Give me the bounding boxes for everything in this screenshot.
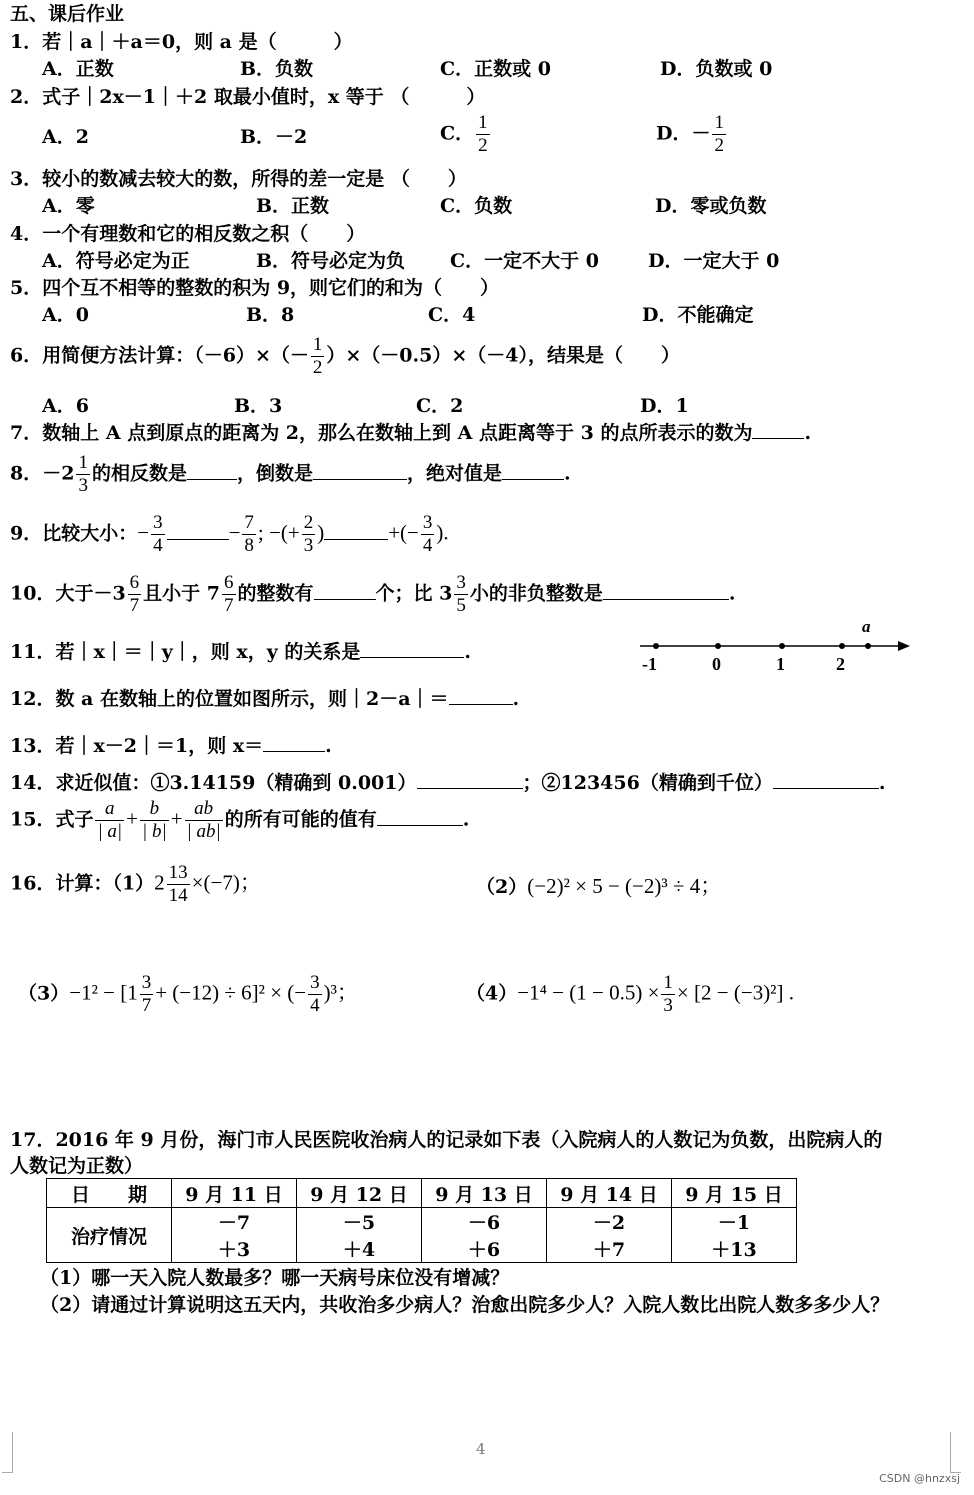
q2-option-d [656, 112, 728, 157]
q4-option-a: A．符号必定为正 [42, 250, 190, 272]
denominator: 7 [224, 595, 234, 616]
q1-option-b: B．负数 [240, 58, 314, 80]
question-8: 8．－2 $\frac{1}{3}$ 的相反数是 ，倒数是 ，绝对值是 . [10, 452, 571, 496]
discharged-value: ＋4 [342, 1239, 376, 1261]
denominator: 4 [153, 535, 163, 556]
fraction [185, 798, 223, 843]
q16-p2-label: （2） [476, 876, 528, 898]
page-number: 4 [476, 1440, 486, 1458]
q3-option-a: A．零 [42, 195, 95, 217]
q16-label: 16．计算：（1） [10, 872, 155, 895]
q12-text: 12．数 a 在数轴上的位置如图所示，则｜2－a｜＝ [10, 688, 449, 710]
q8-text-d: ，绝对值是 [406, 462, 502, 485]
fraction [222, 572, 236, 617]
table-header: 日 期 [47, 1179, 172, 1208]
question-16-part-4 [466, 972, 794, 1017]
q6-stem-b: ）×（－0.5）×（－4），结果是（ ） [326, 344, 680, 367]
q8-whole: 8．－2 [10, 462, 75, 485]
fraction [421, 512, 435, 557]
answer-blank[interactable] [167, 521, 229, 540]
question-4: 4．一个有理数和它的相反数之积（ ） [10, 223, 366, 245]
q13-text: 13．若｜x－2｜＝1，则 x＝ [10, 735, 264, 757]
q5-option-a: A．0 [42, 304, 89, 326]
numerator: 7 [244, 512, 254, 533]
q6-option-a: A．6 [42, 395, 89, 417]
question-15: 15．式子 $\frac{a}{| a|}$ + $\frac{b}{| b|}$ + $\frac{ab}{| ab|}$ 的所有可能的值有 . [10, 798, 470, 842]
fraction [242, 512, 256, 557]
denominator: 2 [714, 135, 724, 156]
numerator: 2 [303, 512, 314, 533]
numerator: 13 [168, 862, 188, 883]
question-17-stem-1: 17．2016 年 9 月份，海门市人民医院收治病人的记录如下表（入院病人的人数记为负数，出院病人的 [10, 1129, 883, 1151]
q7-text: 7．数轴上 A 点到原点的距离为 2，那么在数轴上到 A 点距离等于 3 的点所表示的数为 [10, 422, 753, 444]
table-header: 9 月 14 日 [547, 1179, 672, 1208]
q10-text-e: 小的非负整数是 [469, 582, 603, 605]
question-9: 9．比较大小：− $\frac{3}{4}$ − $\frac{7}{8}$ ; −(+ $\frac{2}{3}$ ) +(− $\frac{3}{4}$ ). [10, 512, 449, 556]
q16-p3-label: （3） [18, 982, 70, 1005]
q3-option-b: B．正数 [256, 195, 330, 217]
fraction [661, 972, 675, 1017]
q2-option-b: B．－2 [240, 126, 308, 148]
numerator: a [95, 798, 124, 821]
q10-text-d: 个；比 3 [375, 582, 453, 605]
q4-option-b: B．符号必定为负 [256, 250, 406, 272]
question-6 [10, 334, 680, 379]
admitted-value: －5 [342, 1212, 376, 1234]
tick-point [715, 643, 721, 649]
admitted-value: －2 [592, 1212, 626, 1234]
answer-blank[interactable] [263, 733, 325, 752]
discharged-value: ＋7 [592, 1239, 626, 1261]
question-13: 13．若｜x－2｜＝1，则 x＝ . [10, 735, 332, 757]
q5-option-c: C．4 [428, 304, 476, 326]
numerator: 1 [78, 452, 88, 473]
question-7: 7．数轴上 A 点到原点的距离为 2，那么在数轴上到 A 点距离等于 3 的点所表示的数为 . [10, 422, 812, 444]
question-16-part-3 [18, 972, 358, 1017]
numerator: 3 [422, 512, 433, 533]
numerator: b [140, 798, 169, 821]
table-cell [422, 1208, 547, 1263]
question-1: 1．若｜a｜＋a＝0，则 a 是（ ） [10, 31, 353, 53]
table-row [47, 1208, 797, 1263]
answer-blank[interactable] [360, 639, 464, 658]
row-label: 治疗情况 [47, 1208, 172, 1263]
q2-option-c-label: C． [440, 122, 475, 145]
q16-p1-whole: 2 [154, 870, 165, 895]
numerator: 3 [141, 972, 152, 993]
answer-blank[interactable] [314, 581, 376, 600]
table-cell [672, 1208, 797, 1263]
answer-blank[interactable] [187, 461, 237, 480]
tick-label: 1 [776, 654, 785, 674]
q2-option-a: A．2 [42, 126, 89, 148]
denominator: 7 [129, 595, 140, 616]
numerator: 3 [310, 972, 320, 993]
numerator: 1 [478, 112, 488, 133]
denominator: 14 [168, 885, 188, 906]
fraction [128, 572, 142, 617]
q16-p4-expr-a: −1⁴ − (1 − 0.5) × [517, 980, 660, 1005]
tick-label: 0 [712, 654, 721, 674]
tick-point [653, 643, 659, 649]
table-cell [172, 1208, 297, 1263]
question-17-stem-2: 人数记为正数） [10, 1155, 144, 1177]
admitted-value: －7 [217, 1212, 251, 1234]
question-5: 5．四个互不相等的整数的积为 9，则它们的和为（ ） [10, 277, 500, 299]
number-line-figure [636, 618, 916, 678]
q5-option-d: D．不能确定 [642, 304, 754, 326]
q14-text-b: ；②123456（精确到千位） [522, 772, 773, 794]
numerator: 1 [663, 972, 673, 993]
hospital-record-table [46, 1178, 797, 1263]
section-title: 五、课后作业 [10, 3, 125, 25]
denominator: 5 [456, 595, 466, 616]
numerator: 3 [456, 572, 466, 593]
denominator: | a| [97, 821, 123, 842]
question-16-part-1 [10, 862, 261, 907]
numerator: ab [185, 798, 223, 821]
numerator: 6 [129, 572, 140, 593]
q10-text-c: 的整数有 [237, 582, 314, 605]
q16-p1-rest: ×(−7)； [191, 870, 261, 895]
denominator: 8 [244, 535, 254, 556]
fraction [476, 112, 490, 157]
q1-option-a: A．正数 [42, 58, 114, 80]
fraction [454, 572, 468, 617]
denominator: 4 [422, 535, 433, 556]
question-3: 3．较小的数减去较大的数，所得的差一定是 （ ） [10, 168, 467, 190]
q15-text-b: 的所有可能的值有 [224, 808, 377, 831]
numerator: 6 [224, 572, 234, 593]
answer-blank[interactable] [752, 420, 804, 439]
table-cell [297, 1208, 422, 1263]
denominator: 7 [141, 995, 152, 1016]
q3-option-c: C．负数 [440, 195, 513, 217]
question-16-part-2 [476, 874, 721, 899]
table-cell [547, 1208, 672, 1263]
question-17-sub-1: （1）哪一天入院人数最多？哪一天病号床位没有增减？ [40, 1267, 510, 1289]
discharged-value: ＋6 [467, 1239, 501, 1261]
fraction [95, 798, 124, 843]
q6-option-d: D．1 [640, 395, 689, 417]
answer-blank[interactable] [449, 686, 513, 705]
denominator: 4 [310, 995, 320, 1016]
fraction [308, 972, 322, 1017]
q16-p3-expr-c: )³； [323, 980, 358, 1005]
q16-p4-expr-b: × [2 − (−3)²] . [676, 980, 794, 1005]
q14-text-a: 14．求近似值：①3.14159（精确到 0.001） [10, 772, 417, 794]
tick-label: 2 [836, 654, 845, 674]
answer-blank[interactable] [313, 461, 407, 480]
answer-blank[interactable] [377, 807, 463, 826]
watermark: CSDN @hnzxsj [879, 1472, 960, 1485]
denominator: 2 [312, 357, 323, 378]
q15-text-a: 15．式子 [10, 808, 94, 831]
q2-option-c [440, 112, 492, 157]
fraction [311, 334, 325, 379]
question-12: 12．数 a 在数轴上的位置如图所示，则｜2－a｜＝ . [10, 688, 520, 710]
q6-option-c: C．2 [416, 395, 464, 417]
discharged-value: ＋3 [217, 1239, 251, 1261]
discharged-value: ＋13 [711, 1239, 757, 1261]
page-corner-mark [950, 1432, 961, 1473]
page-corner-mark [2, 1432, 13, 1473]
table-header: 9 月 13 日 [422, 1179, 547, 1208]
tick-point [779, 643, 785, 649]
denominator: | ab| [186, 821, 221, 842]
point-a [865, 643, 871, 649]
question-2: 2．式子｜2x－1｜＋2 取最小值时，x 等于 （ ） [10, 86, 486, 108]
arrow-head [898, 641, 910, 651]
q6-stem-a: 6．用简便方法计算：（－6）×（－ [10, 344, 309, 367]
q16-p2-expr: (−2)² × 5 − (−2)³ ÷ 4； [527, 874, 722, 898]
question-11: 11．若｜x｜＝｜y｜，则 x，y 的关系是 . [10, 641, 472, 663]
table-header: 9 月 11 日 [172, 1179, 297, 1208]
table-header: 9 月 12 日 [297, 1179, 422, 1208]
question-10: 10．大于－3 $\frac{6}{7}$ 且小于 7 $\frac{6}{7}$ 的整数有 个；比 3 $\frac{3}{5}$ 小的非负整数是 . [10, 572, 736, 616]
q9-label: 9．比较大小： [10, 522, 138, 545]
answer-blank[interactable] [603, 581, 729, 600]
q6-option-b: B．3 [234, 395, 283, 417]
question-14: 14．求近似值：①3.14159（精确到 0.001） ；②123456（精确到千位） . [10, 772, 886, 794]
tick-label: -1 [642, 654, 657, 674]
admitted-value: －6 [467, 1212, 501, 1234]
fraction [140, 972, 154, 1017]
q16-p4-label: （4） [466, 982, 518, 1005]
fraction [76, 452, 90, 497]
q4-option-d: D．一定大于 0 [648, 250, 780, 272]
denominator: 3 [78, 475, 88, 496]
table-header-row [47, 1179, 797, 1208]
fraction [151, 512, 165, 557]
q3-option-d: D．零或负数 [655, 195, 767, 217]
q2-option-d-label: D．－ [656, 122, 711, 145]
q10-text-a: 10．大于－3 [10, 582, 126, 605]
numerator: 3 [153, 512, 163, 533]
q16-p3-expr-b: + (−12) ÷ 6]² × (− [155, 980, 307, 1005]
q5-option-b: B．8 [246, 304, 295, 326]
point-a-label: a [862, 618, 871, 636]
table-header: 9 月 15 日 [672, 1179, 797, 1208]
denominator: | b| [142, 821, 167, 842]
answer-blank[interactable] [502, 461, 564, 480]
fraction [140, 798, 169, 843]
denominator: 3 [663, 995, 673, 1016]
denominator: 2 [478, 135, 488, 156]
fraction [167, 862, 190, 907]
q10-text-b: 且小于 7 [143, 582, 221, 605]
numerator: 1 [714, 112, 724, 133]
answer-blank[interactable] [417, 770, 523, 789]
q11-text: 11．若｜x｜＝｜y｜，则 x，y 的关系是 [10, 641, 361, 663]
tick-point [839, 643, 845, 649]
q16-p3-expr-a: −1² − [1 [69, 980, 138, 1005]
denominator: 3 [303, 535, 314, 556]
question-17-sub-2: （2）请通过计算说明这五天内，共收治多少病人？治愈出院多少人？入院人数比出院人数多多少人？ [40, 1294, 890, 1316]
fraction [712, 112, 726, 157]
q8-text-b: 的相反数是 [91, 462, 187, 485]
answer-blank[interactable] [324, 521, 388, 540]
answer-blank[interactable] [773, 770, 879, 789]
admitted-value: －1 [717, 1212, 751, 1234]
fraction [302, 512, 316, 557]
q4-option-c: C．一定不大于 0 [450, 250, 599, 272]
numerator: 1 [312, 334, 323, 355]
q1-option-c: C．正数或 0 [440, 58, 551, 80]
q8-text-c: ，倒数是 [236, 462, 313, 485]
q1-option-d: D．负数或 0 [660, 58, 773, 80]
